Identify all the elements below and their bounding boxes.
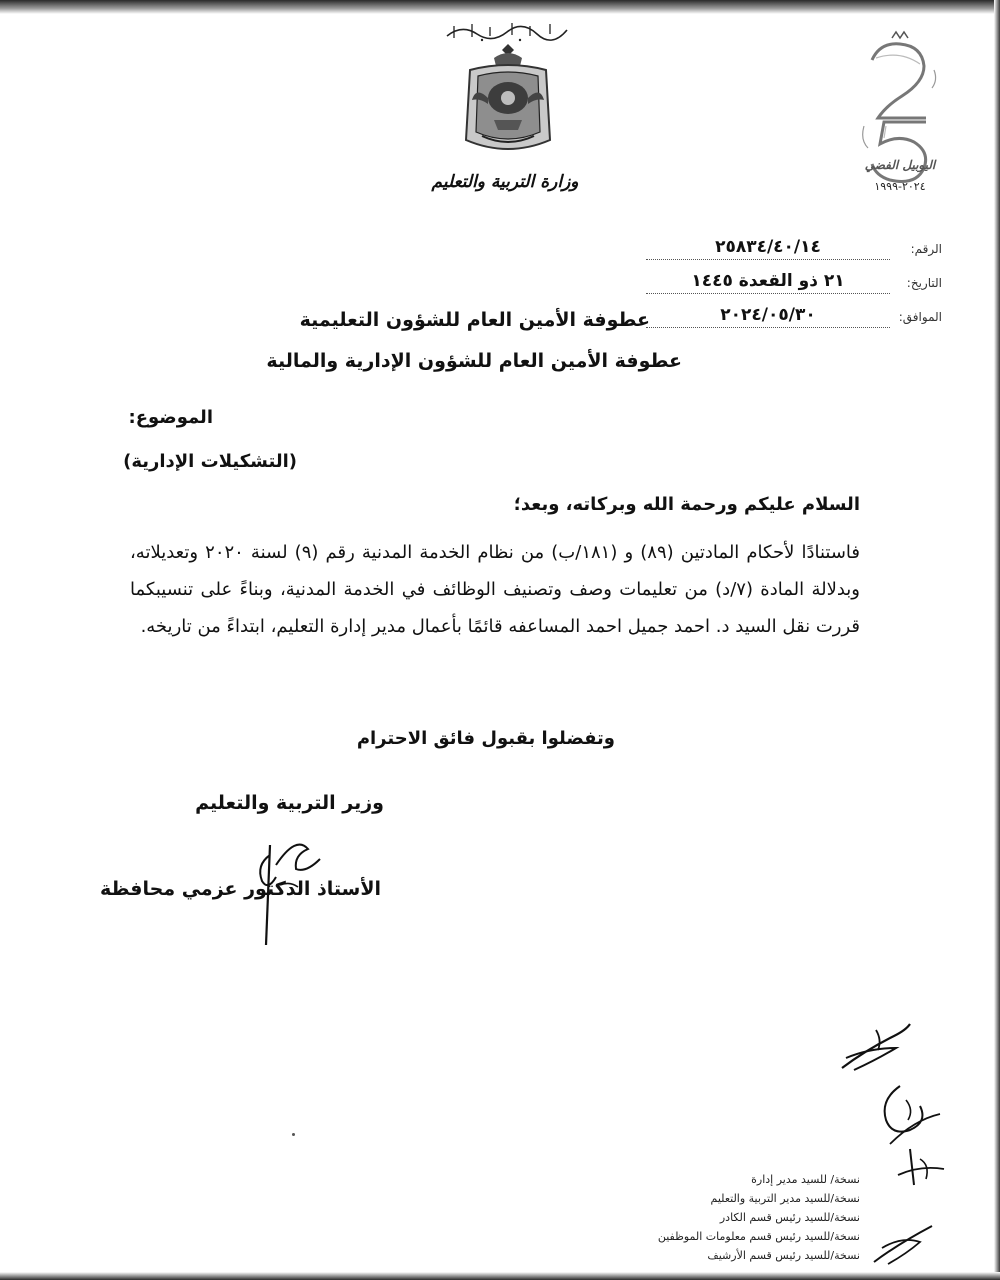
margin-initials-2 [870, 1080, 945, 1150]
letter-body: فاستنادًا لأحكام المادتين (٨٩) و (١٨١/ب) من نظام الخدمة المدنية رقم (٩) لسنة ٢٠٢٠ وتعديلاته، وبدلالة المادة (٧/د) من تعليمات وصف وتصنيف الوظائف في الخدمة المدنية، وبناءً على تنسيبكما قررت نقل السيد د. احمد جميل احمد المساعفه قائمًا بأعمال مدير إدارة التعليم، ابتداءً من تاريخه. [130, 542, 860, 637]
scan-bottom-edge [0, 1272, 1000, 1280]
minister-signature [236, 825, 336, 950]
signer-title: وزير التربية والتعليم [195, 792, 384, 814]
scan-right-edge [994, 0, 1000, 1280]
copy-line: نسخة/للسيد رئيس قسم الكادر [719, 1211, 860, 1224]
margin-initials-3 [890, 1145, 950, 1190]
reference-date-row [642, 260, 942, 294]
recipient-1: عطوفة الأمين العام للشؤون التعليمية [299, 309, 650, 331]
margin-initials-1 [836, 1020, 916, 1075]
recipient-2: عطوفة الأمين العام للشؤون الإدارية والمالية [266, 350, 682, 372]
reference-number-value: ٢٥٨٣٤/٤٠/١٤ [646, 237, 890, 260]
greeting: السلام عليكم ورحمة الله وبركاته، وبعد؛ [513, 494, 860, 515]
subject-label: الموضوع: [128, 407, 213, 428]
margin-initials-4 [868, 1218, 938, 1270]
signer-name: الأستاذ الدكتور عزمي محافظة [100, 878, 381, 900]
reference-date-label: التاريخ: [906, 276, 942, 290]
jubilee-caption: اليوبيل الفضي [864, 158, 936, 172]
copy-line: نسخة/للسيد مدير التربية والتعليم [710, 1192, 860, 1205]
closing-line: وتفضلوا بقبول فائق الاحترام [356, 728, 615, 749]
ministry-name: وزارة التربية والتعليم [431, 172, 579, 192]
jubilee-years: ٢٠٢٤-١٩٩٩ [874, 180, 926, 193]
reference-number-row [642, 226, 942, 260]
copy-line: نسخة/للسيد رئيس قسم الأرشيف [707, 1249, 860, 1262]
coat-of-arms-emblem [458, 40, 558, 160]
reference-number-label: الرقم: [910, 242, 942, 256]
scan-top-edge [0, 0, 1000, 14]
copy-line: نسخة/ للسيد مدير إدارة [751, 1173, 860, 1186]
reference-block [642, 226, 942, 328]
reference-date-value: ٢١ ذو القعدة ١٤٤٥ [646, 271, 890, 294]
reference-equivalent-row [642, 294, 942, 328]
reference-equivalent-label: الموافق: [898, 310, 942, 324]
copies-list [658, 1170, 860, 1265]
stray-dot [292, 1133, 295, 1136]
reference-equivalent-value: ٢٠٢٤/٠٥/٣٠ [646, 305, 890, 328]
subject-text: (التشكيلات الإدارية) [123, 451, 297, 472]
copy-line: نسخة/للسيد رئيس قسم معلومات الموظفين [657, 1230, 860, 1243]
